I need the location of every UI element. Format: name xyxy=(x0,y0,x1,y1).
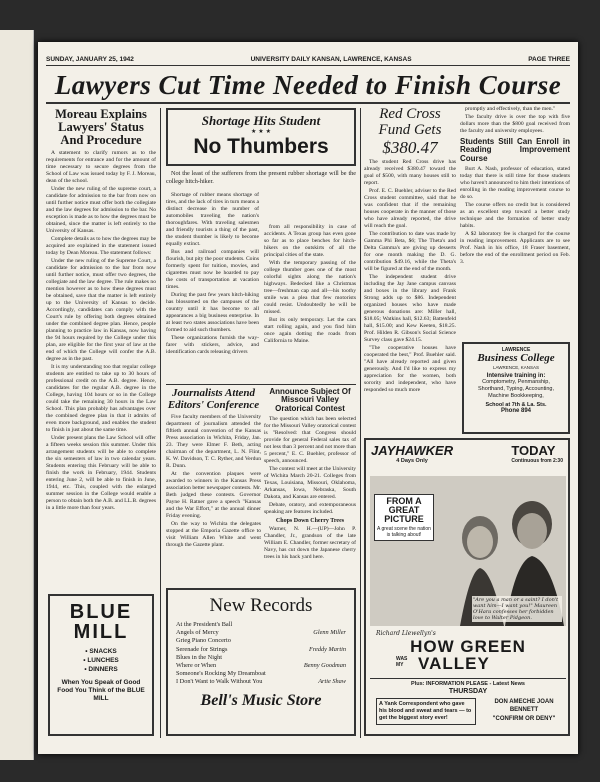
reading-body xyxy=(460,166,570,266)
record-row xyxy=(176,646,346,654)
red-cross-headline-2: Fund Gets xyxy=(378,122,442,138)
movie-title-1: HOW GREEN xyxy=(410,637,526,656)
moreau-paragraph: Under the new ruling of the Supreme Court, a candidate for admission to the bar from now until further notice, must offer two degrees, the collegiate and the law degree. The rule makes no mention however as to how these degrees must be obtained, save that the matter is left entirely up to the University of Kansas to decide. Accordingly, candidates can comply with the Court's rule by offering both degrees obtained under the combined degree plan. Hence, people planning to practice law in Kansas, now having the 94 hours required by the College under this plan, are eligible for the first year of law at the end of which the College will confer the A.B. degree as in the past. xyxy=(46,258,156,363)
red-cross-continued: promptly and effectively, than the men." xyxy=(465,106,556,112)
column-rule xyxy=(360,108,361,738)
movie-plus: Plus: INFORMATION PLEASE - Latest News xyxy=(370,678,566,687)
blue-mill-title-2: MILL xyxy=(73,621,129,643)
shortage-paragraph: With the temporary passing of the college thumber goes one of the most colorful sights along the nation's highways. Bedecked like a Christmas tree—freshman cap and all—his toothy smile was a plea that few motorists could resist. Undoubtedly he will be missed. xyxy=(264,260,356,315)
oratorical-headline: Announce Subject Of Missouri Valley Oratorical Contest xyxy=(269,388,351,413)
red-cross-amount: $380.47 xyxy=(382,138,438,157)
thursday-stars: DON AMECHE JOAN BENNETT xyxy=(494,699,554,713)
record-artist: Artie Shaw xyxy=(318,678,346,686)
red-cross-paragraph: "The cooperative houses have cooperated the best," Prof. Buehler said. "All have already reported and given generously. And I'd like to express my appreciation for the women, both sorority and independent, who have responded so much more xyxy=(364,345,456,393)
moreau-paragraph: It is my understanding too that regular college students are entitled to take up to 30 hours of professional credit on the A.B. degree. Hence, candidates for the regular A.B. degree in the College, having 104 hours or so in the College could take the remaining 30 hours in the Law School. This plan probably has advantages over the combined degree plan in that it admits of even more background, and enables the student to finish in just about the same time. xyxy=(46,364,156,434)
moreau-body xyxy=(46,150,156,512)
masthead-page: PAGE THREE xyxy=(528,56,570,63)
record-song: Where or When xyxy=(176,662,217,670)
reading-headline: Students Still Can Enroll in Reading Improvement Course xyxy=(460,137,570,163)
jayhawker-ad xyxy=(364,438,570,736)
blue-mill-ad xyxy=(48,594,154,736)
blue-mill-tagline: When You Speak of Good Food You Think of the BLUE MILL xyxy=(57,679,145,702)
blue-mill-menu-item: • SNACKS xyxy=(85,648,117,655)
record-row xyxy=(176,621,346,629)
oratorical-paragraph: Debate, oratory, and extemporaneous speaking are features included. xyxy=(264,502,356,516)
faculty-drive-note: The faculty drive is over the top with five dollars more than the $800 goal received from the faculty and university employees. xyxy=(460,114,570,134)
promo-line-2: GREAT xyxy=(388,505,420,515)
thursday-label: THURSDAY xyxy=(448,688,488,695)
bc-phone: Phone 894 xyxy=(500,407,531,414)
business-college-ad xyxy=(462,342,570,434)
promo-line-4: A great scene the nation is talking about! xyxy=(377,526,431,538)
record-artist: Freddy Martin xyxy=(308,645,346,653)
shortage-paragraph: But its only temporary. Let the cars start rolling again, and you find him once again dotting the roads from California to Maine. xyxy=(264,317,356,344)
section-rule xyxy=(166,384,356,385)
journalists-paragraph: Five faculty members of the University department of journalism attended the fiftieth annual convention of the Kansas Press association in Wichita, Friday, Jan. 23. They were Elmer F. Beth, acting chairman of the department, L. N. Flint, K. W. Davidson, T. C. Ryther, and Verdun R. Dunn. xyxy=(166,414,261,470)
shortage-paragraph: These organizations furnish the way-farer with stickers, advice, and identification cards releasing drivers xyxy=(166,335,259,355)
shortage-paragraph: During the past few years hitch-hiking has blossomed on the campuses of the country until it has become to all appearances a big business enterprise. In at least two states associations have been formed to aid such thumbers. xyxy=(166,292,259,333)
yank-blurb: A Yank Correspondent who gave his blood and sweat and tears — to get the biggest story ever! xyxy=(376,698,476,725)
bc-courses: Comptometry, Penmanship, Shorthand, Typing, Accounting, Machine Bookkeeping, xyxy=(477,378,555,399)
shortage-paragraph: Bus and railroad companies will flourish, but pity the poor students. Coins formerly spent for tuition, movies, and cigarettes must now be hoarded to pay the costs of transportation at vacation times. xyxy=(166,249,259,290)
oratorical-paragraph: The question which has been selected for the Missouri Valley oratorical contest is "Resolved: that Congress should provide for general Federal sales tax of not less than 3 percent and not more than 5 percent," E. C. Buehler, professor of speech, announced. xyxy=(264,416,356,465)
moreau-paragraph: A statement to clarify rumors as to the requirements for entrance and for the amount of time necessary to secure degrees from the School of Law was issued today by F. J. Moreau, dean of the school. xyxy=(46,150,156,185)
blue-mill-menu xyxy=(50,647,152,674)
red-cross-paragraph: The contribution to date was made by Gamma Phi Beta, $6; The Theta's and Delta Gamma's are giving up desserts for one month making the D. G. contribution $49.16, while the Theta's will be figured at the end of the month. xyxy=(364,231,456,272)
red-cross-headline-1: Red Cross xyxy=(379,106,441,122)
moreau-article xyxy=(46,108,156,628)
record-artist: Benny Goodman xyxy=(303,662,346,670)
blue-mill-menu-item: • DINNERS xyxy=(84,666,118,673)
new-records-ad xyxy=(166,588,356,736)
record-row xyxy=(176,637,346,645)
movie-credit: Richard Llewellyn's xyxy=(376,630,436,637)
red-cross-paragraph: The independent student drive including the Jay Jane campus canvass and boxes in the library and Frank Strong adds up to $86. Independent organized houses who have made generous donations are: Miller hall, $18.05; Watkins hall, $12.63; Battenfeld hall, $15.00; and Kew Keeten, $18.25. Prof. Hilden R. Gibson's Social Science Survey class gave $24.15. xyxy=(364,274,456,343)
cherry-trees-subhead: Chops Down Cherry Trees xyxy=(275,518,345,525)
red-cross-paragraph: The student Red Cross drive has already received $380.47 toward the goal of $500, with many houses still to report. xyxy=(364,159,456,186)
record-row xyxy=(176,629,346,637)
red-cross-body xyxy=(364,159,456,394)
bc-line1: Intensive training in: xyxy=(486,372,546,379)
journalists-body xyxy=(166,414,261,549)
movie-title-4: VALLEY xyxy=(418,654,490,673)
record-song: Serenade for Strings xyxy=(176,645,228,653)
bc-city: LAWRENCE, KANSAS xyxy=(492,364,540,370)
record-song: Grieg Piano Concerto xyxy=(176,637,231,645)
newspaper-page xyxy=(38,42,578,754)
records-store: Bell's Music Store xyxy=(200,691,322,709)
record-row xyxy=(176,678,346,686)
movie-title-3: MY xyxy=(396,662,404,668)
record-song: I Don't Want to Walk Without You xyxy=(176,678,263,686)
journalists-article xyxy=(166,388,261,584)
oratorical-article xyxy=(264,388,356,584)
moreau-paragraph: Under present plans the Law School will offer a fifteen weeks session this summer. Under this arrangement students will be able to complete the six semesters of law in two calendar years. Students entering this February will be able to finish the work in February, 1944. Students entering June 2, will be able to finish in June, 1944, etc. This, coupled with the enlarged summer session in the College would enable a person to obtain both the A.B. and LL.B. degrees in a little more than four years. xyxy=(46,435,156,512)
jayhawker-continuous: Continuous from 2:30 xyxy=(511,458,563,464)
oratorical-paragraph: The contest will meet at the University of Wichita March 20-21. Colleges from Texas, Louisiana, Missouri, Oklahoma, Arkansas, Iowa, Nebraska, South Dakota, and Kansas are entered. xyxy=(264,466,356,501)
shortage-paragraph: Shortage of rubber means shortage of tires, and the lack of tires in turn means a distinct decrease in the number of automobiles traveling the nation's thoroughfares. With traveling salesmen and friendly tourists a thing of the past, the student thumber is likely to become equally extinct. xyxy=(166,192,259,247)
blue-mill-menu-item: • LUNCHES xyxy=(83,657,119,664)
promo-line-3: PICTURE xyxy=(384,514,424,524)
shortage-stars: ★ ★ ★ xyxy=(251,127,271,135)
red-cross-paragraph: Prof. E. C. Buehler, adviser to the Red Cross student committee, said that he was confident that if the remaining houses cooperate in the manner of those who have already reported, the drive will reach the goal. xyxy=(364,188,456,229)
reading-article xyxy=(460,106,570,341)
record-row xyxy=(176,670,346,678)
record-artist: Glenn Miller xyxy=(313,629,346,637)
moreau-paragraph: Complete details as to how the degrees may be acquired are explained in the statement issued today by Dean Moreau. The statement follows: xyxy=(46,236,156,257)
banner-headline: Lawyers Cut Time Needed to Finish Course xyxy=(46,70,570,104)
journalists-paragraph: At the convention plaques were awarded to winners in the Kansas Press association better newspaper contests. Mr. Beth judged these contests. Governor Payne H. Ratner gave a speech "Kansas and the War Effort," at the annual dinner Friday evening. xyxy=(166,471,261,520)
record-song: Someone's Rocking My Dreamboat xyxy=(176,670,266,678)
shortage-body-right xyxy=(264,224,356,384)
journalists-paragraph: On the way to Wichita the delegates stopped at the Emporia Gazette office to visit William Allen White and went through the Gazette plant. xyxy=(166,521,261,549)
record-song: Blues in the Night xyxy=(176,653,222,661)
blue-mill-title-1: BLUE xyxy=(69,601,133,623)
record-row xyxy=(176,662,346,670)
shortage-headline-box xyxy=(166,108,356,166)
column-rule xyxy=(160,108,161,738)
moreau-headline: Moreau Explains Lawyers' Status And Procedure xyxy=(55,108,147,148)
movie-still-photo xyxy=(370,476,566,626)
oratorical-body xyxy=(264,416,356,516)
movie-title-2: WAS xyxy=(396,656,408,662)
masthead xyxy=(46,56,570,66)
promo-line-1: FROM A xyxy=(386,496,422,506)
masthead-paper: UNIVERSITY DAILY KANSAN, LAWRENCE, KANSAS xyxy=(250,56,412,63)
reading-paragraph: A $2 laboratory fee is charged for the course in reading improvement. Applicants are to see Prof. Nash in his office, 18 Fraser basement, before the end of the enrollment period on Feb. 3. xyxy=(460,231,570,266)
record-song: At the President's Ball xyxy=(176,621,233,628)
reading-paragraph: Burt A. Nash, professor of education, stated today that there is still time for those students who haven't announced to him their intentions of enrolling in the reading improvement course to do so. xyxy=(460,166,570,201)
bc-name: Business College xyxy=(477,352,555,364)
movie-quote: "Are you a man or a saint? I don't want him—I want you!" Maureen O'Hara confesses her forbidden love to Walter Pidgeon. xyxy=(472,596,562,622)
records-list xyxy=(168,617,354,691)
shortage-body-left xyxy=(166,192,259,382)
adjacent-page-edge xyxy=(0,30,34,760)
jayhawker-name: JAYHAWKER xyxy=(371,443,454,458)
journalists-headline: Journalists Attend Editors' Conference xyxy=(167,388,260,411)
moreau-paragraph: Under the new ruling of the supreme court, a candidate for admission to the bar from now on until further notice must offer both the collegiate and the law degrees for admission to the bar. No exception is made as to how the degrees must be obtained, since the matter is left entirely to the University of Kansas. xyxy=(46,186,156,235)
shortage-kicker: Shortage Hits Student xyxy=(201,113,321,128)
shortage-headline: No Thumbers xyxy=(193,134,329,158)
thursday-film: "CONFIRM OR DENY" xyxy=(492,716,556,722)
shortage-paragraph: from all responsibility in case of accidents. A Texas group has even gone so far as to place benches for hitch-hikers on the outskirts of all the principal cities of the state. xyxy=(264,224,356,258)
red-cross-article xyxy=(364,106,456,406)
record-song: Angels of Mercy xyxy=(176,629,219,637)
shortage-lead-text: Not the least of the sufferers from the present rubber shortage will be the college hitch-hiker. xyxy=(166,170,356,185)
bc-top: LAWRENCE xyxy=(501,347,531,353)
reading-paragraph: The course offers no credit but is considered as an excellent step toward a better study technique and the formation of better study habits. xyxy=(460,202,570,230)
cherry-trees-paragraph: Warner, N. H.—(UP)—John P. Chandler, Jr., grandson of the late William E. Chandler, former secretary of Navy, has cut down the Japanese cherry trees in his back yard here. xyxy=(264,526,356,561)
jayhawker-days: 4 Days Only xyxy=(396,458,428,464)
jayhawker-today: TODAY xyxy=(511,443,556,458)
records-title: New Records xyxy=(209,595,313,616)
masthead-date: SUNDAY, JANUARY 25, 1942 xyxy=(46,56,134,63)
bc-address: School at 7th & La. Sts. xyxy=(485,401,547,408)
record-row xyxy=(176,654,346,662)
cherry-trees-body xyxy=(264,526,356,561)
promo-callout xyxy=(374,494,434,541)
